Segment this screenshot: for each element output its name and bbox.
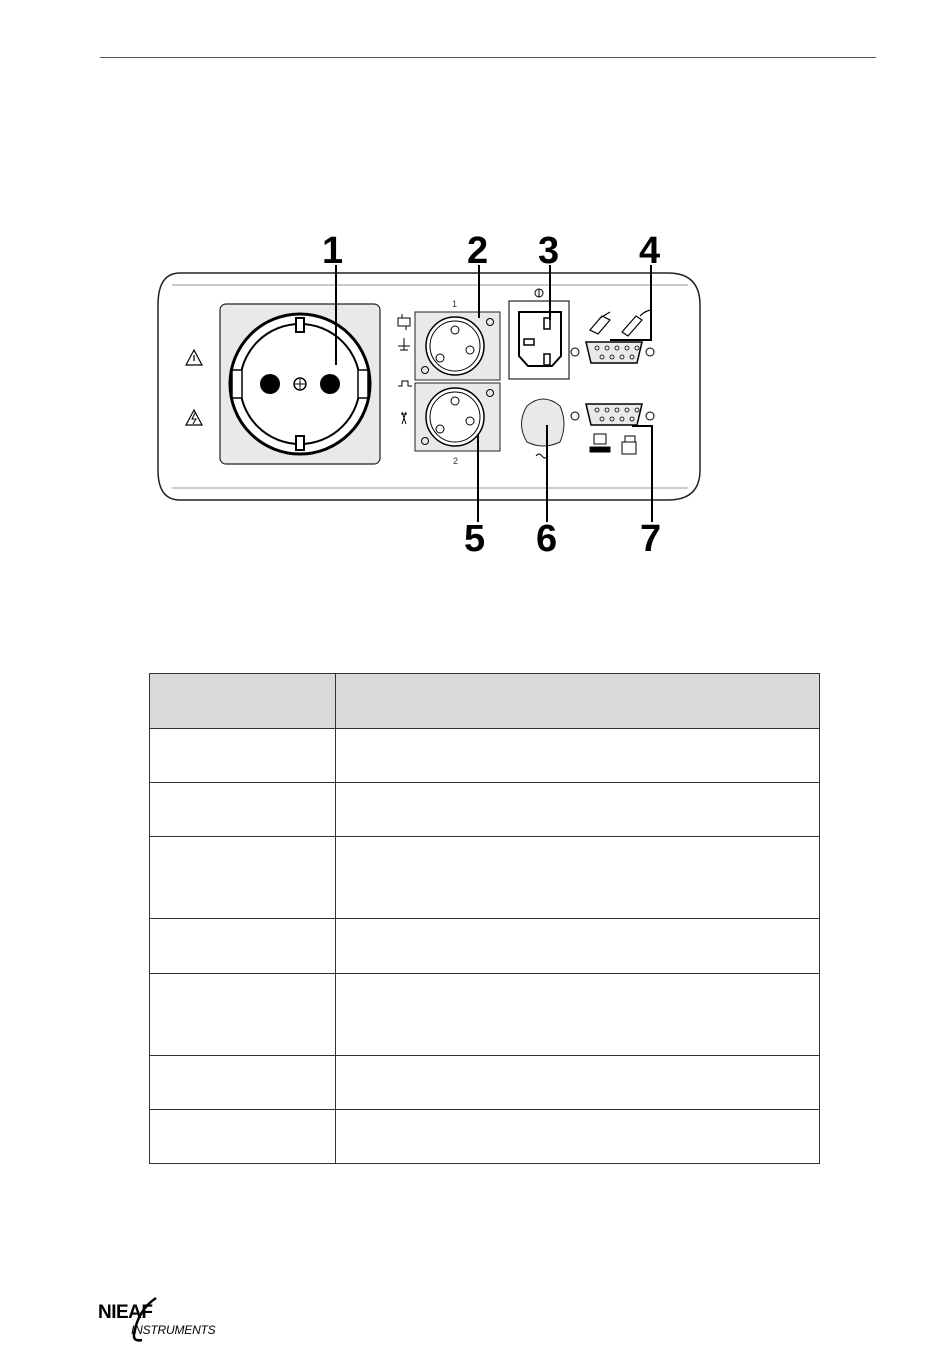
- table-cell: [336, 1110, 820, 1164]
- table-cell: [150, 729, 336, 783]
- table-cell: [150, 974, 336, 1056]
- table-header-cell: [336, 674, 820, 729]
- table-cell: [150, 1056, 336, 1110]
- table-row: [150, 729, 820, 783]
- legend-table: [149, 673, 820, 1164]
- xlr-2-label: 2: [453, 456, 459, 466]
- table-cell: [336, 783, 820, 837]
- callout-5: 5: [464, 518, 486, 560]
- company-logo: [98, 1296, 218, 1346]
- table-header-row: [150, 674, 820, 729]
- table-cell: [150, 783, 336, 837]
- callout-2: 2: [467, 230, 489, 272]
- logo-sub-text: INSTRUMENTS: [131, 1323, 216, 1337]
- table-row: [150, 1056, 820, 1110]
- table-cell: [336, 974, 820, 1056]
- table-cell: [336, 837, 820, 919]
- power-inlet: [509, 289, 569, 379]
- table-row: [150, 919, 820, 974]
- table-cell: [150, 1110, 336, 1164]
- table-cell: [150, 837, 336, 919]
- callout-7: 7: [640, 518, 662, 560]
- xlr-1-label: 1: [452, 299, 458, 309]
- table-cell: [336, 919, 820, 974]
- schuko-socket: [220, 304, 380, 464]
- table-cell: [150, 919, 336, 974]
- table-row: [150, 837, 820, 919]
- connector-panel-figure: [0, 0, 950, 600]
- table-row: [150, 1110, 820, 1164]
- callout-1: 1: [322, 230, 344, 272]
- table-row: [150, 974, 820, 1056]
- callout-6: 6: [536, 518, 558, 560]
- callout-3: 3: [538, 230, 560, 272]
- callout-4: 4: [639, 230, 661, 272]
- table-cell: [336, 1056, 820, 1110]
- table-header-cell: [150, 674, 336, 729]
- table-cell: [336, 729, 820, 783]
- table-row: [150, 783, 820, 837]
- logo-main-text: NIEAF: [98, 1302, 153, 1323]
